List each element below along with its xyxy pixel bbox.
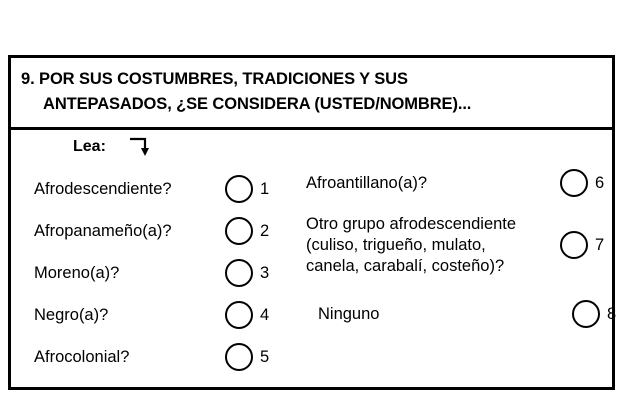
- option-number: 4: [260, 305, 270, 324]
- option-number: 3: [260, 263, 270, 282]
- option-number: 7: [595, 235, 605, 254]
- option-bubble[interactable]: [225, 343, 253, 371]
- option-row[interactable]: [34, 336, 289, 378]
- question-form-card: [8, 55, 615, 390]
- option-number: 2: [260, 221, 270, 240]
- option-bubble[interactable]: [225, 301, 253, 329]
- question-text-line-2: ANTEPASADOS, ¿SE CONSIDERA (USTED/NOMBRE)...: [43, 95, 472, 113]
- option-label: Negro(a)?: [34, 305, 109, 324]
- option-label: Otro grupo afrodescendiente (culiso, trigueño, mulato, canela, carabalí, costeño)?: [306, 214, 517, 275]
- option-row[interactable]: [306, 206, 606, 284]
- option-row[interactable]: [34, 294, 289, 336]
- option-bubble[interactable]: [560, 169, 588, 197]
- option-label: Moreno(a)?: [34, 263, 120, 282]
- option-label: Afropanameño(a)?: [34, 221, 172, 240]
- option-number: 5: [260, 347, 270, 366]
- down-arrow-icon: [128, 136, 150, 158]
- option-row[interactable]: [306, 288, 617, 340]
- option-bubble[interactable]: [560, 231, 588, 259]
- option-row[interactable]: [34, 168, 289, 210]
- read-instruction-label: Lea:: [73, 138, 106, 155]
- option-number: 8: [607, 304, 617, 323]
- option-label: Afrodescendiente?: [34, 179, 172, 198]
- option-label: Afrocolonial?: [34, 347, 130, 366]
- option-row[interactable]: [34, 252, 289, 294]
- option-bubble[interactable]: [225, 217, 253, 245]
- options-column-left: [34, 168, 289, 378]
- option-number: 1: [260, 179, 270, 198]
- option-number: 6: [595, 173, 605, 192]
- option-bubble[interactable]: [225, 259, 253, 287]
- options-area: [11, 130, 617, 380]
- option-row[interactable]: [306, 164, 606, 202]
- options-column-right: [306, 164, 617, 344]
- option-row[interactable]: [34, 210, 289, 252]
- option-bubble[interactable]: [225, 175, 253, 203]
- option-label: Afroantillano(a)?: [306, 173, 428, 192]
- question-header: [11, 58, 612, 130]
- option-bubble[interactable]: [572, 300, 600, 328]
- option-label: Ninguno: [318, 304, 380, 323]
- question-text-line-1: 9. POR SUS COSTUMBRES, TRADICIONES Y SUS: [21, 70, 408, 88]
